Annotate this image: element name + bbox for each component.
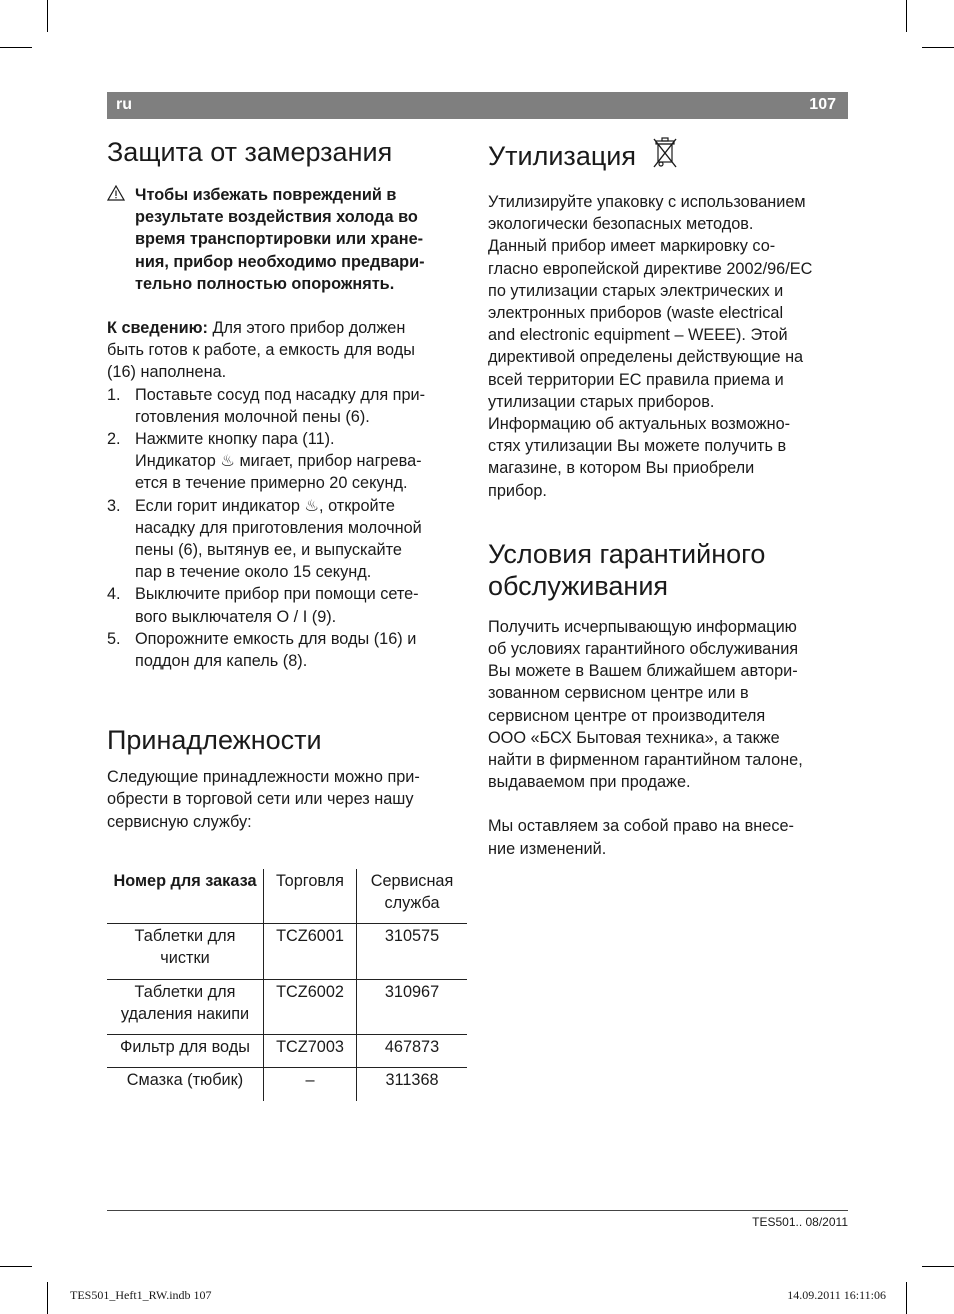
accessories-table [107,869,467,1101]
table-row: Таблетки для чистки TCZ6001 310575 [107,924,467,979]
crop-mark [47,1282,48,1314]
page-header [107,92,848,119]
list-item: 4. Выключите прибор при помощи сете- вого выключателя O / I (9). [107,585,419,626]
table-row: Таблетки для удаления накипи TCZ6002 310967 [107,979,467,1034]
crop-mark [47,0,48,32]
changes-paragraph: Мы оставляем за собой право на внесе- ние изменений. [488,817,794,858]
warranty-paragraph: Получить исчерпывающую информацию об условиях гарантийного обслуживания Вы можете в Вашем ближайшем автори- зованном сервисном центре или в сервисном центре от производителя ООО «БСХ Бытовая техника», а также найти в фирменном гарантийном талоне, выдаваемом при продаже. [488,617,803,792]
list-item: 1. Поставьте сосуд под насадку для при- готовления молочной пены (6). [107,385,426,426]
list-item: 3. Если горит индикатор ♨, откройте насадку для приготовления молочной пены (6), вытянув ее, и выпускайте пар в течение около 15 секунд. [107,496,422,582]
right-column [488,136,850,860]
crop-mark [922,47,954,48]
table-row: Смазка (тюбик) – 311368 [107,1068,467,1101]
slug-timestamp: 14.09.2011 16:11:06 [787,1288,886,1302]
note-label: К сведению: [107,319,208,338]
table-row: Фильтр для воды TCZ7003 467873 [107,1035,467,1068]
list-item: 5. Опорожните емкость для воды (16) и поддон для капель (8). [107,629,417,671]
crop-mark [906,0,907,32]
section-title-disposal: Утилизация [488,140,636,171]
steps-list [107,384,467,673]
disposal-paragraph: Утилизируйте упаковку с использованием экологически безопасных методов. Данный прибор имеет маркировку со- гласно европейской директиве 2002/96/EC по утилизации старых электрических и электронных приборов (waste electrical and electronic equipment – WEEE). Этой директивой определены действующие на всей территории ЕС правила приема и утилизации старых приборов. Информацию об актуальных возможно- стях утилизации Вы можете получить в магазине, в котором Вы приобрели прибор. [488,193,813,500]
crop-mark [0,47,32,48]
warning-triangle-icon [107,184,135,295]
footer-divider [107,1210,848,1211]
note-paragraph: К сведению: Для этого прибор должен [107,319,406,338]
footer-code: TES501.. 08/2011 [752,1215,848,1229]
list-item: 2. Нажмите кнопку пара (11). Индикатор ♨ мигает, прибор нагрева- ется в течение примерно 20 секунд. [107,430,422,493]
crossed-bin-icon [652,136,678,175]
crop-mark [906,1282,907,1314]
language-code: ru [116,96,132,113]
slug-file: TES501_Heft1_RW.indb 107 [70,1288,212,1302]
crop-mark [922,1266,954,1267]
page-number: 107 [809,96,836,113]
table-header-row: Номер для заказа Торговля Сервисная служба [107,869,467,924]
left-column: Защита от замерзания Чтобы избежать повреждений в результате воздействия холода во время транспортировки или хране- ния, прибор необходимо предвари- тельно полностью опорожнять. К сведению: Для этого прибор должен быть готов к работе, а емкость для воды (16) наполнена. 1. Поставьте сосуд под насадку для при- готовления молочной пены (6). 2. Нажмите кнопку пара (11). Индикатор ♨ мигает, прибор нагрева- ется в течение примерно 20 секунд. 3. Если горит индикатор ♨, откройте насадку для приготовления молочной пены (6), вытянув ее, и выпускайте пар в течение около 15 секунд. 4. Выключите прибор при помощи сете- вого выключателя O / I (9). 5. Опорожните емкость для воды (16) и поддон для капель (8). Принадлежности Следующие принадлежности можно при- обрести в торговой сети или через нашу сервисную службу: Номер для заказа Торговля Сервисная служба Таблетки для чистки TCZ6001 310575 Таблетки для удаления накипи TCZ6002 310967 Фильтр для воды TCZ7003 467873 Смазка (тюбик) – 311368 [107,136,467,1101]
crop-mark [0,1266,32,1267]
section-title-freeze: Защита от замерзания [107,137,393,167]
section-title-accessories: Принадлежности [107,725,322,756]
section-title-warranty: Условия гарантийного обслуживания [488,538,766,601]
freeze-warning: Чтобы избежать повреждений в результате воздействия холода во время транспортировки или хране- ния, прибор необходимо предвари- тельно полностью опорожнять. [107,184,467,295]
